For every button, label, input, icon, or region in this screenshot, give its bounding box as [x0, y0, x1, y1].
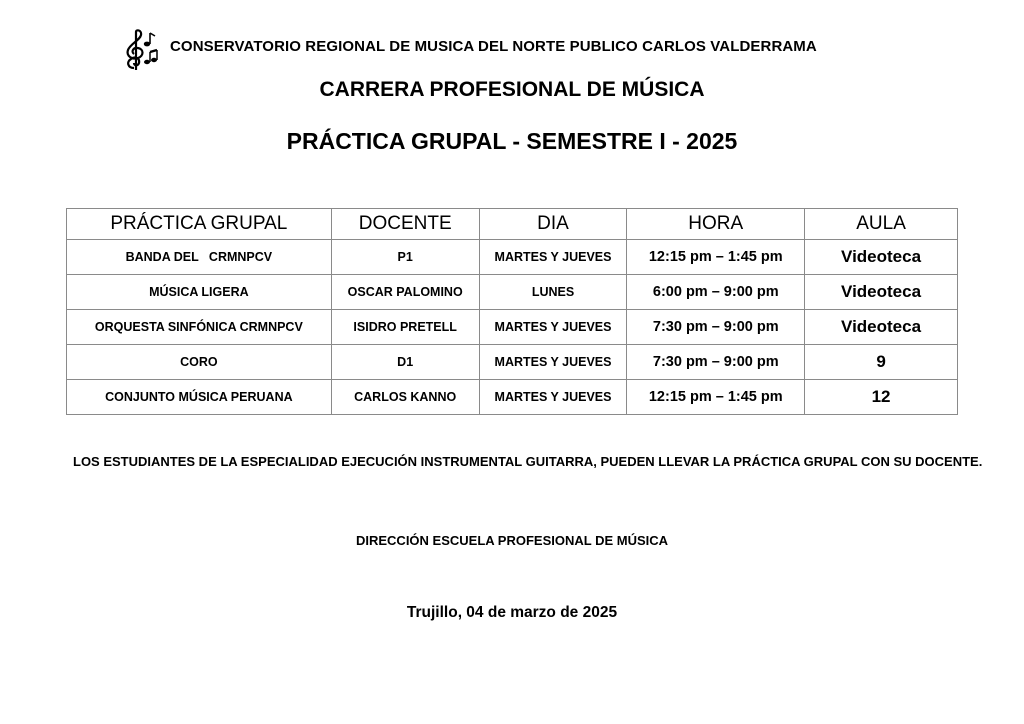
- cell-hora: 7:30 pm – 9:00 pm: [627, 345, 805, 380]
- music-notes-icon: [120, 28, 158, 72]
- cell-dia: MARTES Y JUEVES: [479, 240, 627, 275]
- cell-aula: Videoteca: [805, 310, 958, 345]
- column-header-aula: AULA: [805, 209, 958, 240]
- cell-practica: BANDA DEL CRMNPCV: [67, 240, 332, 275]
- column-header-dia: DIA: [479, 209, 627, 240]
- cell-docente: ISIDRO PRETELL: [331, 310, 479, 345]
- cell-aula: Videoteca: [805, 275, 958, 310]
- schedule-table: [66, 208, 958, 415]
- column-header-docente: DOCENTE: [331, 209, 479, 240]
- column-header-hora: HORA: [627, 209, 805, 240]
- cell-hora: 12:15 pm – 1:45 pm: [627, 380, 805, 415]
- cell-docente: D1: [331, 345, 479, 380]
- table-row: [67, 240, 958, 275]
- cell-practica: MÚSICA LIGERA: [67, 275, 332, 310]
- cell-practica: ORQUESTA SINFÓNICA CRMNPCV: [67, 310, 332, 345]
- table-row: [67, 310, 958, 345]
- guitar-students-note: LOS ESTUDIANTES DE LA ESPECIALIDAD EJECUCIÓN INSTRUMENTAL GUITARRA, PUEDEN LLEVAR LA PRÁCTICA GRUPAL CON SU DOCENTE.: [73, 454, 983, 469]
- table-row: [67, 380, 958, 415]
- page-title: PRÁCTICA GRUPAL - SEMESTRE I - 2025: [286, 128, 738, 154]
- cell-docente: CARLOS KANNO: [331, 380, 479, 415]
- column-header-practica: PRÁCTICA GRUPAL: [67, 209, 332, 240]
- cell-dia: MARTES Y JUEVES: [479, 310, 627, 345]
- cell-aula: 9: [805, 345, 958, 380]
- document-header: [120, 28, 880, 72]
- cell-docente: P1: [331, 240, 479, 275]
- cell-docente: OSCAR PALOMINO: [331, 275, 479, 310]
- cell-dia: LUNES: [479, 275, 627, 310]
- table-header-row: [67, 209, 958, 240]
- document-date: Trujillo, 04 de marzo de 2025: [406, 604, 618, 621]
- table-row: [67, 275, 958, 310]
- cell-hora: 6:00 pm – 9:00 pm: [627, 275, 805, 310]
- cell-dia: MARTES Y JUEVES: [479, 380, 627, 415]
- signing-office: DIRECCIÓN ESCUELA PROFESIONAL DE MÚSICA: [355, 533, 669, 548]
- cell-aula: Videoteca: [805, 240, 958, 275]
- cell-hora: 7:30 pm – 9:00 pm: [627, 310, 805, 345]
- cell-hora: 12:15 pm – 1:45 pm: [627, 240, 805, 275]
- cell-aula: 12: [805, 380, 958, 415]
- cell-practica: CONJUNTO MÚSICA PERUANA: [67, 380, 332, 415]
- table-row: [67, 345, 958, 380]
- career-subtitle: CARRERA PROFESIONAL DE MÚSICA: [319, 78, 705, 101]
- cell-dia: MARTES Y JUEVES: [479, 345, 627, 380]
- cell-practica: CORO: [67, 345, 332, 380]
- institution-name: CONSERVATORIO REGIONAL DE MUSICA DEL NORTE PUBLICO CARLOS VALDERRAMA: [170, 38, 817, 55]
